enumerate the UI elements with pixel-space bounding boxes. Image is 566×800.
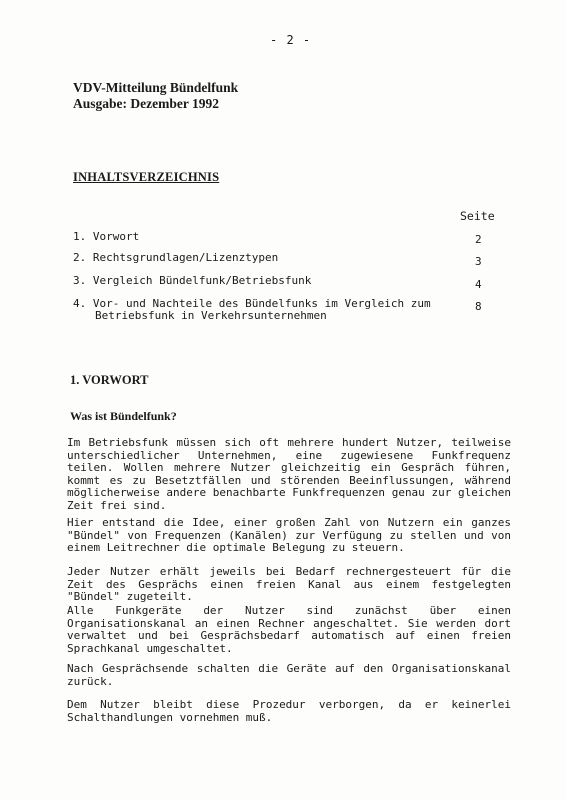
toc-page-column-label: Seite	[460, 209, 495, 223]
toc-item-text: 4. Vor- und Nachteile des Bündelfunks im Vergleich zum Betriebsfunk in Verkehrsunternehmen	[73, 297, 431, 322]
toc-item-text: 2. Rechtsgrundlagen/Lizenztypen	[73, 251, 279, 264]
page-number: - 2 -	[270, 33, 312, 47]
toc-title: INHALTSVERZEICHNIS	[73, 170, 220, 184]
paragraph: Hier entstand die Idee, einer großen Zahl von Nutzern ein ganzes "Bündel" von Frequenzen (Kanälen) zur Verfügung zu stellen und von einem Leitrechner die optimale Belegung zu steuern.	[67, 516, 511, 554]
toc-item-page: 3	[475, 255, 482, 268]
section-subtitle: Was ist Bündelfunk?	[70, 409, 177, 423]
toc-item-page: 8	[475, 300, 482, 313]
paragraph: Jeder Nutzer erhält jeweils bei Bedarf rechnergesteuert für die Zeit des Gesprächs einen freien Kanal aus einem festgelegten "Bündel" zugeteilt.	[67, 565, 511, 603]
section-title: 1. VORWORT	[70, 373, 149, 387]
toc-item-page: 2	[475, 233, 482, 246]
header-edition: Ausgabe: Dezember 1992	[73, 96, 219, 111]
paragraph: Im Betriebsfunk müssen sich oft mehrere hundert Nutzer, teilweise unterschiedlicher Unternehmen, eine zugewiesene Funkfrequenz teilen. Wollen mehrere Nutzer gleichzeitig ein Gespräch führen, kommt es zu Besetztfällen und störenden Beeinflussungen, während möglicherweise andere benachbarte Funkfrequenzen genau zur gleichen Zeit frei sind.	[67, 436, 511, 512]
toc-item-page: 4	[475, 278, 482, 291]
paragraph: Alle Funkgeräte der Nutzer sind zunächst über einen Organisationskanal an einen Rechner angeschaltet. Sie werden dort verwaltet und bei Gesprächsbedarf automatisch auf einen freien Sprachkanal umgeschaltet.	[67, 604, 511, 655]
document-header	[73, 80, 238, 112]
paragraph: Nach Gesprächsende schalten die Geräte auf den Organisationskanal zurück.	[67, 662, 511, 688]
toc-item-text: 1. Vorwort	[73, 230, 140, 243]
header-title: VDV-Mitteilung Bündelfunk	[73, 80, 239, 95]
paragraph: Dem Nutzer bleibt diese Prozedur verborgen, da er keinerlei Schalthandlungen vornehmen muß.	[67, 698, 511, 724]
toc-item-text: 3. Vergleich Bündelfunk/Betriebsfunk	[73, 274, 312, 287]
